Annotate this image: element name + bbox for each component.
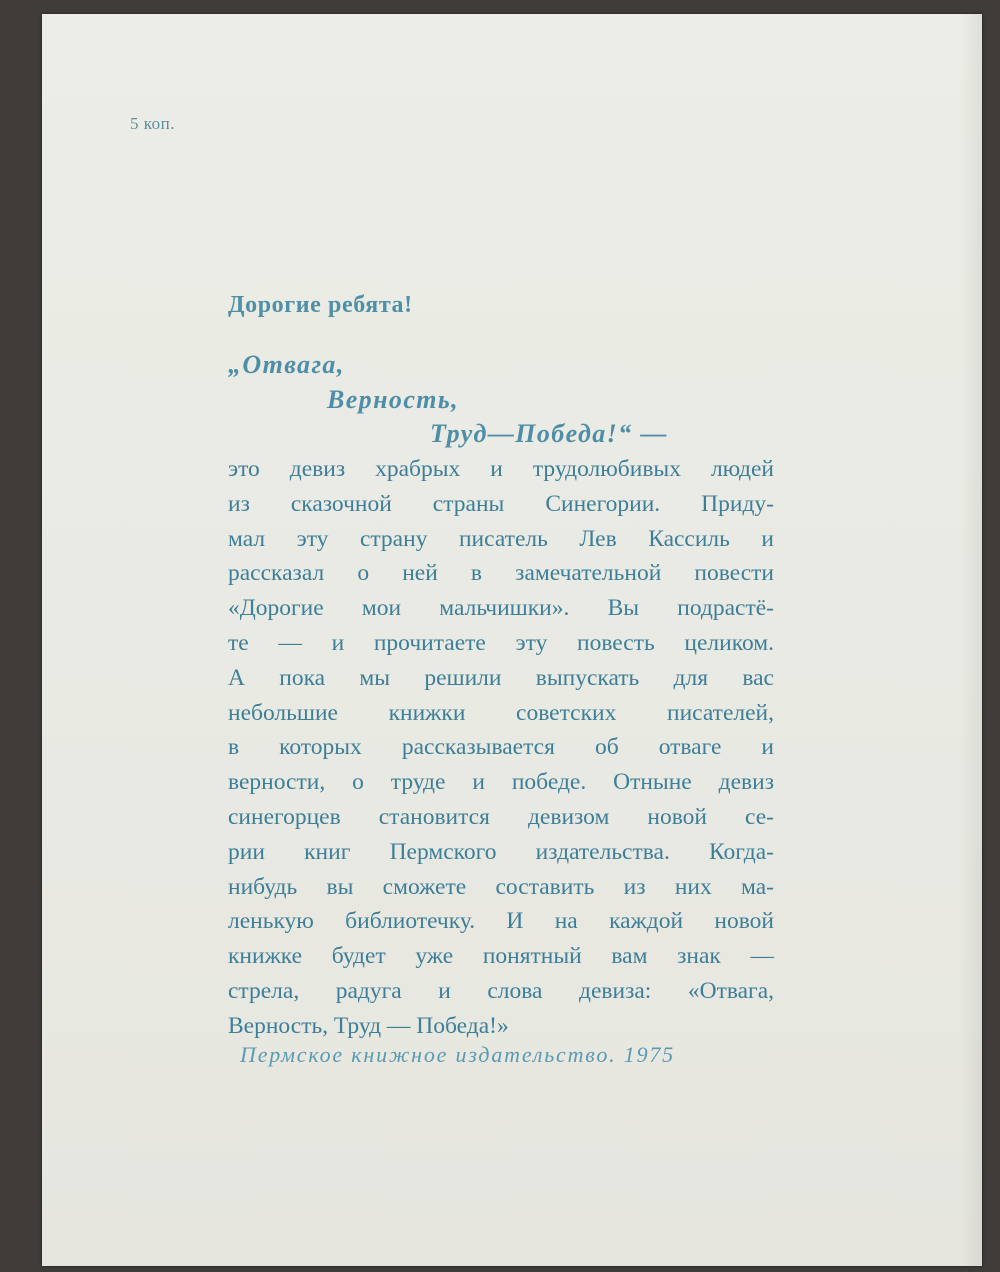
body-line: верности, о труде и победе. Отныне девиз: [228, 769, 774, 796]
body-line: книжке будет уже понятный вам знак —: [228, 943, 774, 970]
motto-line-3: Труд—Победа!“ —: [430, 419, 668, 448]
body-line: нибудь вы сможете составить из них ма-: [228, 873, 774, 900]
body-line: ленькую библиотечку. И на каждой новой: [228, 908, 774, 935]
motto-line-1: „Отвага,: [228, 350, 345, 379]
body-line: Верность, Труд — Победа!»: [228, 1012, 509, 1039]
body-line: это девиз храбрых и трудолюбивых людей: [228, 456, 774, 482]
price-label: 5 коп.: [130, 114, 175, 133]
body-paragraph: [228, 452, 774, 1044]
page-sheet: [42, 14, 982, 1266]
greeting-heading: Дорогие ребята!: [228, 292, 413, 318]
body-line: небольшие книжки советских писателей,: [228, 699, 774, 726]
body-line: синегорцев становится девизом новой се-: [228, 803, 774, 830]
body-line: те — и прочитаете эту повесть целиком.: [228, 629, 774, 656]
body-line: стрела, радуга и слова девиза: «Отвага,: [228, 977, 774, 1004]
body-line: рии книг Пермского издательства. Когда-: [228, 838, 774, 865]
body-line: «Дорогие мои мальчишки». Вы подрастё-: [228, 595, 774, 622]
body-line: рассказал о ней в замечательной повести: [228, 560, 774, 587]
body-line: из сказочной страны Синегории. Приду-: [228, 490, 774, 517]
body-line: в которых рассказывается об отваге и: [228, 734, 774, 761]
body-line: мал эту страну писатель Лев Кассиль и: [228, 525, 774, 552]
body-line: А пока мы решили выпускать для вас: [228, 664, 774, 691]
motto-line-2: Верность,: [327, 385, 460, 414]
publisher-imprint: Пермское книжное издательство. 1975: [240, 1042, 675, 1067]
